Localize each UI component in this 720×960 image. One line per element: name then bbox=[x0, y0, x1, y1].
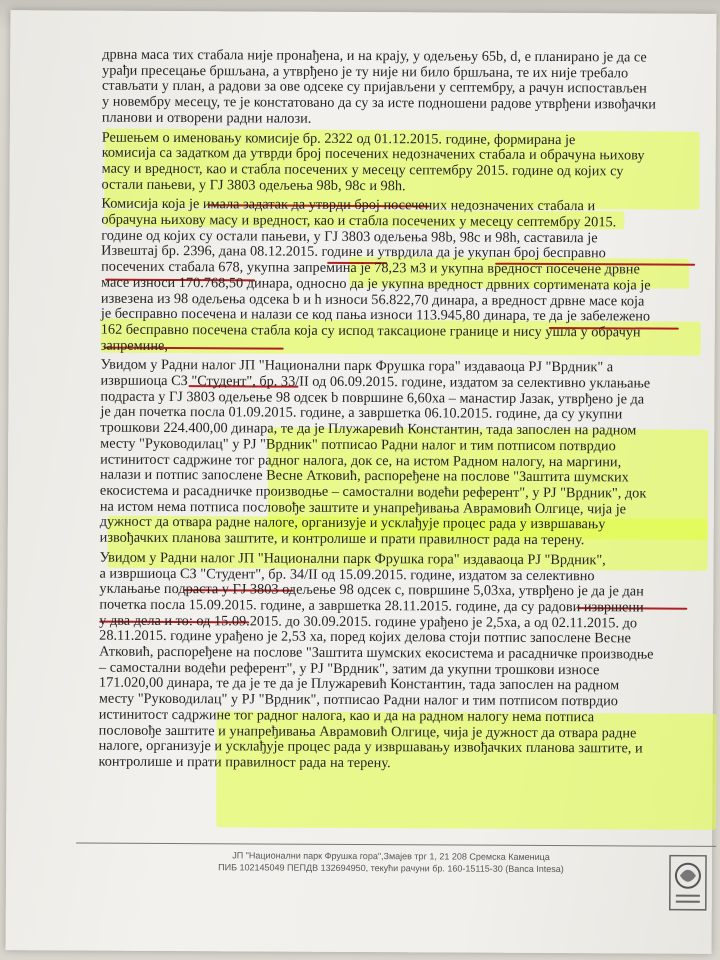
document-page bbox=[6, 10, 717, 954]
footer-tax-info: ПИБ 102145049 ПЕПДВ 132694950, текући рачуни бр. 160-15115-30 (Banca Intesa) bbox=[218, 862, 564, 875]
paragraph-2: Решењем о именовању комисије бр. 2322 од 01.12.2015. године, формирана је комисија са задатком да утврди број посечених недозначених стабала и обрачуна њихову масу и вредност, као и стабла посечених у месецу септембру 2015. године од којих су остали пањеви, у ГЈ 3803 одељења 98b, 98c и 98h. bbox=[101, 129, 645, 194]
paragraph-3: Комисија која је имала задатак да утврди број посечених недозначених стабала и обрачуна њихову масу и вредност, као и стабла посечених у месецу септембру 2015. године од којих су остали пањеви, у ГЈ 3803 одељења 98b, 98c и 98h, саставила је Извештај бр. 2396, дана 08.12.2015. године и утврдила да је укупан број бесправно посечених стабала 678, укупна запремина је 78,23 м3 и укупна вредност посечене дрвне масе износи 170.768,50 динара, односно да је укупна вредност дрвних сортимената која је извезена из 98 одељења одсека b и h износи 56.822,70 динара, а вредност дрвне масе која је бесправно посечена и налази се код пања износи 113.945,80 динара, те да је забележено 162 бесправно посечена стабла која су испод таксационе границе и нису ушла у обрачун запремине, bbox=[100, 195, 651, 354]
paragraph-4: Увидом у Радни налог ЈП "Национални парк Фрушка гора" издаваоца РЈ "Врдник" а извршиоца СЗ "Студент", бр. 33/II од 06.09.2015. године, издатом за селективно уклањање подраста у ГЈ 3803 одељење 98 одсек b површине 6,60ха – манастир Јазак, утврђено је да је дан почетка посла 01.09.2015. године, а завршетка 06.10.2015. године, да су укупни трошкови 224.400,00 динара, те да је Плужаревић Константин, тада запослен на радном месту "Руководилац" у РЈ "Врдник" потписао Радни налог и тим потписом потврдио истинитост садржине тог радног налога, док се, на истом Радном налогу, на маргини, налази и потпис запослене Весне Атковић, распоређене на послове "Заштита шумских екосистема и расадничке производње – самостални водећи референт", у РЈ "Врдник", док на истом нема потписа пословође заштите и унапређивања Аврамовић Олгице, чија је дужност да отвара радне налоге, организује и усклађује процес рада у извршавању извођачких планова заштите, и контролише и прати правилност рада на терену. bbox=[99, 356, 651, 549]
page-footer bbox=[156, 849, 626, 875]
document-body bbox=[98, 48, 702, 778]
footer-divider bbox=[76, 843, 716, 847]
paragraph-1: дрвна маса тих стабала није пронађена, и на крају, у одељењу 65b, d, е планирано је да се урађи пресецање бршљана, а утврђено је ту није ни било бршљана, те их није требало стављати у план, а радови за ове одсеке су пријављени у септембру, а рачун испостављен у новембру месецу, те је констатовано да су за исте подношени радове утврђени извођачки планови и отворени радни налози. bbox=[101, 46, 656, 127]
logo-icon bbox=[668, 854, 708, 912]
footer-address: ЈП "Национални парк Фрушка гора",Змајев трг 1, 21 208 Сремска Каменица bbox=[232, 850, 550, 862]
paragraph-5: Увидом у Радни налог ЈП "Национални парк Фрушка гора" издаваоца РЈ "Врдник", а извршиоца СЗ "Студент", бр. 34/II од 15.09.2015. године, издатом за селективно уклањање подраста у ГЈ 3803 одељење 98 одсек с, површине 5,03ха, утврђено је да је дан почетка посла 15.09.2015. године, а завршетка 28.11.2015. године, да су радови извршени у два дела и то: од 15.09.2015. до 30.09.2015. године урађено је 2,5ха, а од 02.11.2015. до 28.11.2015. године урађено је 2,53 ха, поред којих делова стоји потпис запослене Весне Атковић, распоређене на послове "Заштита шумских екосистема и расадничке производње – самостални водећи референт", у РЈ "Врдник", затим да укупни трошкови износе 171.020,00 динара, те да је те да је Плужаревић Константин, тада запослен на радном месту "Руководилац" у РЈ "Врдник", потписао Радни налог и тим потписом потврдио истинитост садржине тог радног налога, као и да на радном налогу нема потписа пословође заштите и унапређивања Аврамовић Олгице, чија је дужност да отвара радне налоге, организује и усклађује процес рада у извршавању извођачких планова заштите, и контролише и прати правилност рада на терену. bbox=[98, 549, 654, 772]
